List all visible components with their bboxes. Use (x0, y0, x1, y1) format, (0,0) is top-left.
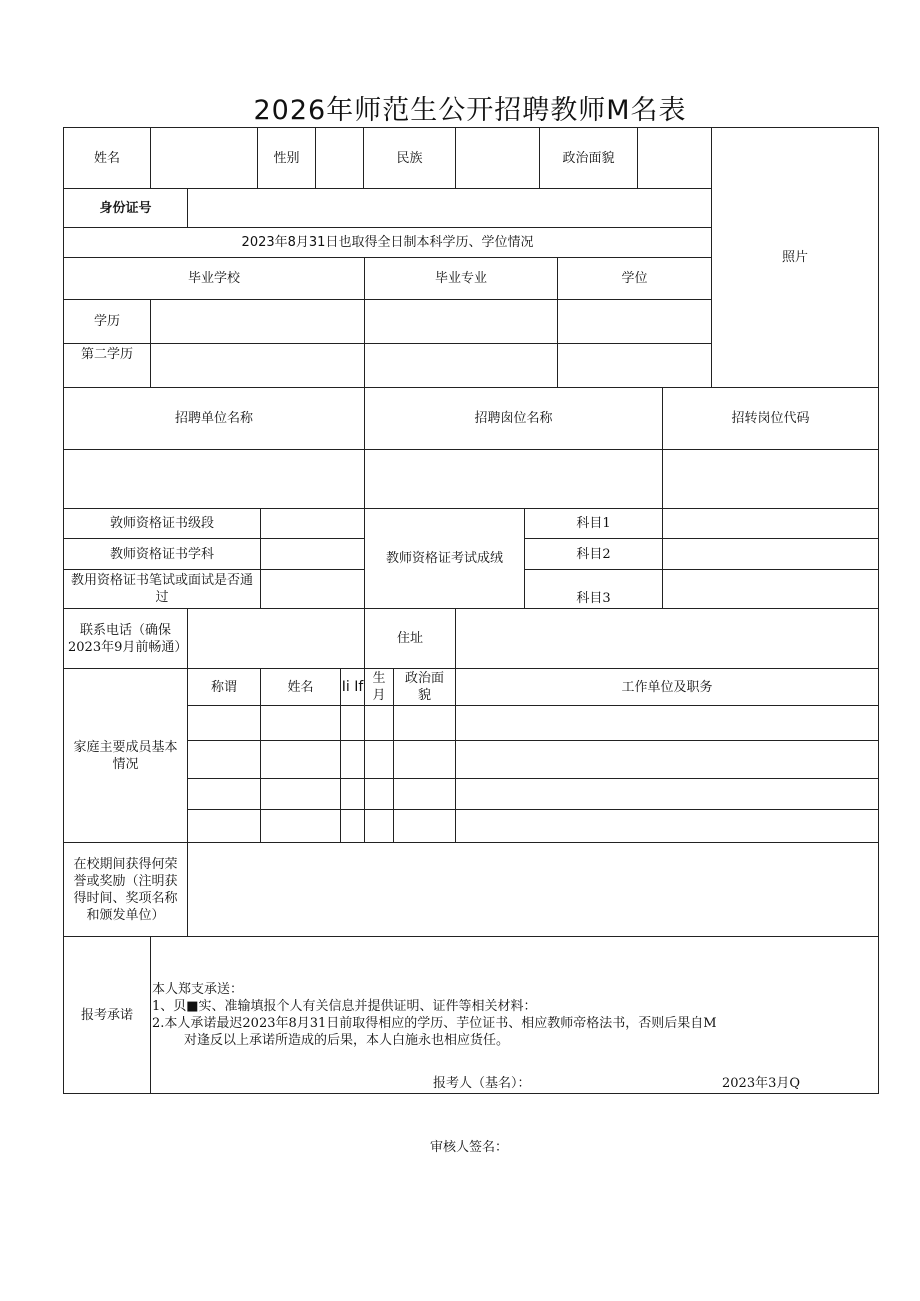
major-label: 毕业专业 (434, 271, 487, 286)
post-code-field[interactable] (663, 450, 878, 508)
photo-box[interactable]: 照片 (781, 250, 808, 265)
reviewer-signature-label: 审核人签名： (430, 1140, 509, 1155)
hiring-post-field[interactable] (365, 450, 662, 508)
subject-2-label: 科目2 (576, 546, 611, 562)
phone-label: 联系电话（确保2023年9月前畅通） (68, 622, 188, 655)
form-title: 2026年师范生公开招聘教师M名表 (253, 95, 687, 126)
family-label: 家庭主要成员基本情况 (73, 739, 178, 772)
education-school-field[interactable] (151, 300, 364, 343)
address-label: 住址 (396, 631, 423, 646)
subject-2-score-field[interactable] (663, 539, 878, 569)
commitment-item-2: 2.本人承诺最迟2023年8月31日前取得相应的学历、芋位证书、相应教师帝格法书，否则后果自M (152, 1016, 717, 1031)
subject-1-score-field[interactable] (663, 509, 878, 538)
commitment-item-1: 1、贝■实、准输填报个人有关信息并提供证明、证件等相关材料： (152, 999, 537, 1014)
gender-field[interactable] (316, 128, 363, 188)
commitment-label: 报考承诺 (80, 1007, 133, 1023)
political-status-label: 政治面貌 (562, 150, 615, 166)
second-school-field[interactable] (151, 344, 364, 387)
family-birth-header-b: 生 月 (372, 671, 386, 703)
education-heading: 2023年8月31日也取得全日制本科学历、学位情况 (241, 235, 534, 250)
id-number-field[interactable] (188, 189, 711, 227)
cert-pass-field[interactable] (261, 570, 364, 608)
hiring-post-label: 招聘囱位名称 (474, 411, 553, 426)
commitment-item-2-cont: 对逢反以上承诺所造成的后果，本人白施永也相应货任。 (184, 1033, 510, 1048)
education-major-field[interactable] (365, 300, 557, 343)
name-field[interactable] (151, 128, 257, 188)
honors-field[interactable] (188, 843, 878, 936)
commitment-text (152, 981, 876, 1049)
name-label: 姓名 (93, 150, 120, 166)
political-status-field[interactable] (638, 128, 711, 188)
cert-level-field[interactable] (261, 509, 364, 538)
cert-subject-field[interactable] (261, 539, 364, 569)
subject-3-score-field[interactable] (663, 570, 878, 608)
cert-score-label: 教师资格证考试成绒 (385, 551, 503, 566)
cert-level-label: 敦师资格证书级段 (109, 516, 214, 531)
subject-1-label: 科目1 (576, 516, 611, 531)
hiring-unit-field[interactable] (64, 450, 364, 508)
degree-label: 学位 (621, 271, 648, 286)
family-relation-header: 称谓 (210, 679, 237, 695)
second-major-field[interactable] (365, 344, 557, 387)
cert-pass-label: 教用资格证书笔试或面试是否通过 (70, 573, 253, 605)
school-label: 毕业学校 (187, 271, 240, 286)
family-name-header: 姓名 (287, 679, 314, 695)
second-degree-field[interactable] (558, 344, 711, 387)
gender-label: 性别 (273, 150, 300, 166)
family-birth-header-a: Ii If (341, 679, 364, 695)
family-work-header: 工作单位及职务 (621, 679, 713, 695)
ethnicity-field[interactable] (456, 128, 539, 188)
subject-3-label: 科目3 (576, 590, 611, 606)
border-right (878, 127, 879, 1094)
commitment-intro: 本人郑支承送： (152, 982, 244, 997)
border-bottom (63, 1093, 879, 1094)
education-row-label: 学历 (93, 314, 120, 329)
cert-subject-label: 教师资格证书学科 (109, 546, 214, 562)
rule (63, 936, 879, 937)
commitment-date: 2023年3月Q (722, 1076, 801, 1091)
hiring-unit-label: 招聘单位名称 (174, 411, 253, 426)
address-field[interactable] (456, 609, 878, 668)
id-number-label: 身份证号 (99, 200, 152, 216)
family-rows[interactable] (188, 706, 878, 842)
phone-field[interactable] (188, 609, 364, 668)
post-code-label: 招转岗位代码 (731, 411, 810, 426)
education-degree-field[interactable] (558, 300, 711, 343)
family-political-header: 政治面貌 (404, 671, 444, 703)
second-education-label: 第二学历 (80, 346, 133, 362)
rule (150, 936, 151, 1093)
signature-label: 报考人（基名）： (433, 1076, 531, 1091)
honors-label: 在校期间获得何荣誉或奖励（注明获得时间、奖项名称和颁发单位） (73, 856, 178, 923)
ethnicity-label: 民族 (396, 150, 423, 166)
